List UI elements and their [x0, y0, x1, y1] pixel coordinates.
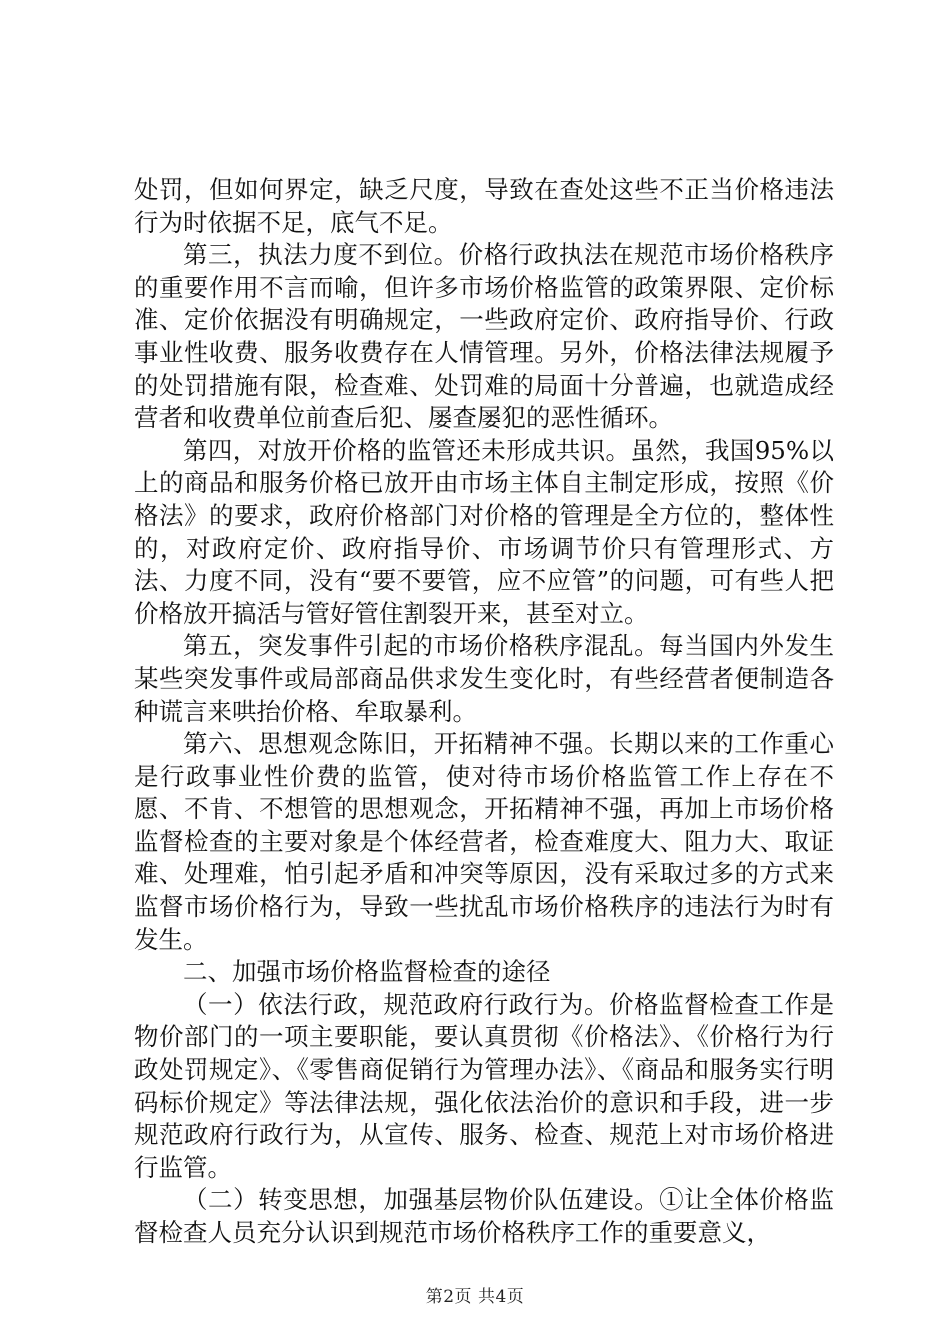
paragraph-sixth-point: 第六、思想观念陈旧，开拓精神不强。长期以来的工作重心是行政事业性价费的监管，使对待市场价格监管工作上存在不愿、不肯、不想管的思想观念，开拓精神不强，再加上市场价格监督检查的主要对象是个体经营者，检查难度大、阻力大、取证难、处理难，怕引起矛盾和冲突等原因，没有采取过多的方式来监督市场价格行为，导致一些扰乱市场价格秩序的违法行为时有发生。: [134, 729, 834, 954]
paragraph-measure-two: （二）转变思想，加强基层物价队伍建设。①让全体价格监督检查人员充分认识到规范市场价格秩序工作的重要意义，: [134, 1185, 834, 1247]
paragraph-measure-one: （一）依法行政，规范政府行政行为。价格监督检查工作是物价部门的一项主要职能，要认真贯彻《价格法》、《价格行为行政处罚规定》、《零售商促销行为管理办法》、《商品和服务实行明码标价规定》等法律法规，强化依法治价的意识和手段，进一步规范政府行政行为，从宣传、服务、检查、规范上对市场价格进行监管。: [134, 989, 834, 1182]
paragraph-fifth-point: 第五，突发事件引起的市场价格秩序混乱。每当国内外发生某些突发事件或局部商品供求发生变化时，有些经营者便制造各种谎言来哄抬价格、牟取暴利。: [134, 631, 834, 726]
paragraph-third-point: 第三，执法力度不到位。价格行政执法在规范市场价格秩序的重要作用不言而喻，但许多市场价格监管的政策界限、定价标准、定价依据没有明确规定，一些政府定价、政府指导价、行政事业性收费、服务收费存在人情管理。另外，价格法律法规履予的处罚措施有限，检查难、处罚难的局面十分普遍，也就造成经营者和收费单位前查后犯、屡查屡犯的恶性循环。: [134, 240, 834, 433]
section-heading: 二、加强市场价格监督检查的途径: [183, 957, 551, 987]
document-body: [134, 174, 834, 1250]
paragraph-continuation: 处罚，但如何界定，缺乏尺度，导致在查处这些不正当价格违法行为时依据不足，底气不足。: [134, 175, 834, 237]
paragraph-fourth-point: 第四，对放开价格的监管还未形成共识。虽然，我国95%以上的商品和服务价格已放开由市场主体自主制定形成，按照《价格法》的要求，政府价格部门对价格的管理是全方位的，整体性的，对政府定价、政府指导价、市场调节价只有管理形式、方法、力度不同，没有“要不要管，应不应管”的问题，可有些人把价格放开搞活与管好管住割裂开来，甚至对立。: [134, 435, 834, 628]
page-number-footer: 第2页 共4页: [425, 1287, 525, 1307]
